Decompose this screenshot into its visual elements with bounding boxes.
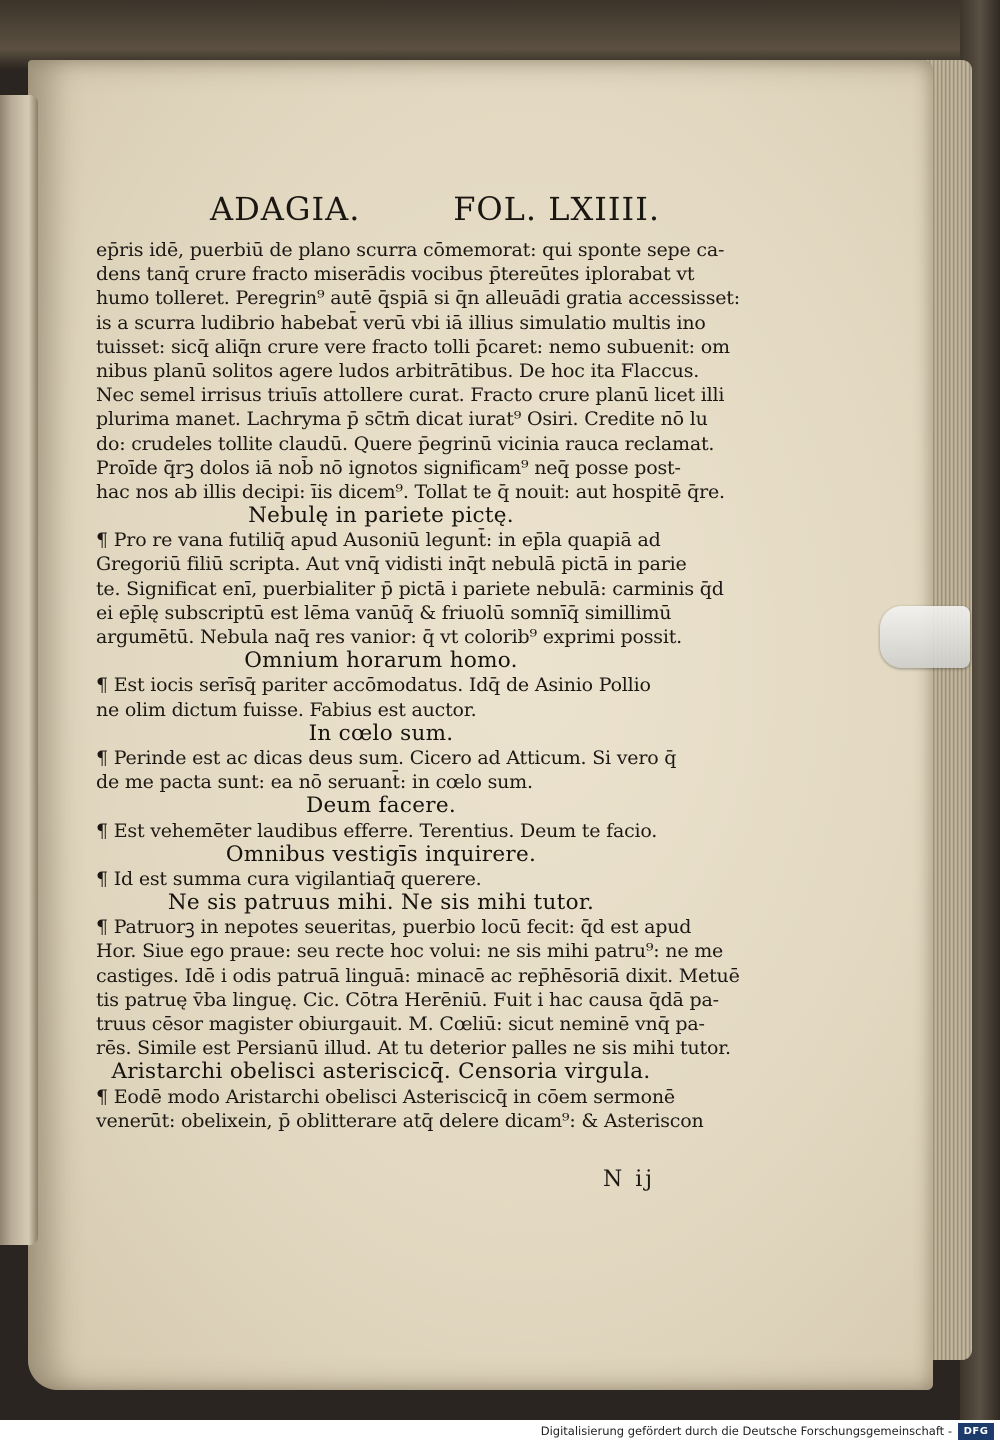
section-heading: Aristarchi obelisci asteriscicq̄. Censoria virgula. xyxy=(111,1059,651,1085)
text-line: is a scurra ludibrio habebat̄ verū vbi iā illius simulatio multis ino xyxy=(96,311,706,334)
section-heading: Deum facere. xyxy=(305,793,456,819)
header-title: ADAGIA. xyxy=(210,190,361,228)
text-line: rēs. Simile est Persianū illud. At tu deterior palles ne sis mihi tutor. xyxy=(96,1037,731,1060)
text-line: de me pacta sunt: ea nō seruant̄: in cœlo sum. xyxy=(96,771,533,794)
text-line: ¶ Patruorꝫ in nepotes seueritas, puerbio locū fecit: q̄d est apud xyxy=(96,916,692,939)
text-line: Nec semel irrisus triuīs attollere curat. Fracto crure planū licet illi xyxy=(96,384,725,407)
text-line: hac nos ab illis decipi: īis dicem⁹. Tollat te q̄ nouit: aut hospitē q̄re. xyxy=(96,480,725,503)
text-line: tuisset: sicq̄ aliq̄n crure vere fracto tolli p̄caret: nemo subuenit: om xyxy=(96,335,730,358)
footer-credit: Digitalisierung gefördert durch die Deutsche Forschungsgemeinschaft - xyxy=(540,1424,952,1438)
text-line: plurima manet. Lachryma p̄ sc̄tm̄ dicat iurat⁹ Osiri. Credite nō lu xyxy=(96,408,708,431)
folio-number: FOL. LXIIII. xyxy=(453,190,660,228)
dfg-logo: DFG xyxy=(958,1423,994,1440)
footer-bar xyxy=(0,1420,1000,1444)
text-line: te. Significat enī, puerbialiter p̄ pictā i pariete nebulā: carminis q̄d xyxy=(96,577,724,600)
text-line: humo tolleret. Peregrin⁹ autē q̄spiā si q̄n alleuādi gratia accessisset: xyxy=(96,287,740,310)
page-header xyxy=(210,190,660,230)
text-line: Gregoriū filiū scripta. Aut vnq̄ vidisti inq̄t nebulā pictā in parie xyxy=(96,553,687,576)
text-line: ¶ Est vehemēter laudibus efferre. Terentius. Deum te facio. xyxy=(96,819,658,842)
text-line: do: crudeles tollite claudū. Quere p̄egrinū vicinia rauca reclamat. xyxy=(96,432,715,455)
section-heading: Omnibus vestigīs inquirere. xyxy=(225,841,537,867)
section-heading: Nebulę in pariete pictę. xyxy=(248,503,514,529)
text-line: ¶ Id est summa cura vigilantiaq̄ querere. xyxy=(96,867,482,890)
text-line: argumētū. Nebula naq̄ res vanior: q̄ vt colorib⁹ exprimi possit. xyxy=(96,626,683,648)
section-heading: Ne sis patruus mihi. Ne sis mihi tutor. xyxy=(167,890,595,916)
text-line: dens tanq̄ crure fracto miserādis vocibus p̄tereūtes iplorabat vt xyxy=(96,263,695,286)
text-line: ¶ Eodē modo Aristarchi obelisci Asteriscicq̄ in cōem sermonē xyxy=(96,1085,675,1108)
text-body xyxy=(96,238,740,1133)
text-line: castiges. Idē i odis patruā linguā: minacē ac rep̄hēsoriā dixit. Metuē xyxy=(96,964,740,987)
text-line: ¶ Perinde est ac dicas deus sum. Cicero ad Atticum. Si vero q̄ xyxy=(96,746,677,769)
text-line: Hor. Siue ego praue: seu recte hoc volui: ne sis mihi patru⁹: ne me xyxy=(96,940,724,963)
text-line: ne olim dictum fuisse. Fabius est auctor. xyxy=(96,698,477,721)
text-line: ¶ Pro re vana futiliq̄ apud Ausoniū legunt̄: in ep̄la quapiā ad xyxy=(96,529,661,552)
text-line: Proīde q̄rꝫ dolos iā nob̄ nō ignotos significam⁹ neq̄ posse post- xyxy=(96,456,681,479)
section-heading: Omnium horarum homo. xyxy=(244,648,518,674)
text-line: venerūt: obelixein, p̄ oblitterare atq̄ delere dicam⁹: & Asteriscon xyxy=(96,1109,704,1132)
text-line: tis patruę v̄ba linguę. Cic. Cōtra Herēniū. Fuit i hac causa q̄dā pa- xyxy=(96,988,719,1011)
facing-page-edge xyxy=(0,95,38,1245)
text-line: ep̄ris idē, puerbiū de plano scurra cōmemorat: qui sponte sepe ca- xyxy=(96,239,725,261)
signature-mark: N ij xyxy=(603,1167,656,1192)
page-clip xyxy=(880,606,970,668)
text-line: ¶ Est iocis serīsq̄ pariter accōmodatus. Idq̄ de Asinio Pollio xyxy=(96,674,651,697)
text-line: truus cēsor magister obiurgauit. M. Cœliū: sicut neminē vnq̄ pa- xyxy=(96,1013,705,1035)
text-line: nibus planū solitos agere ludos arbitrātibus. De hoc ita Flaccus. xyxy=(96,359,700,382)
section-heading: In cœlo sum. xyxy=(308,720,454,746)
text-line: ei ep̄lę subscriptū est lēma vanūq̄ & friuolū somnīq̄ simillimū xyxy=(96,601,672,624)
